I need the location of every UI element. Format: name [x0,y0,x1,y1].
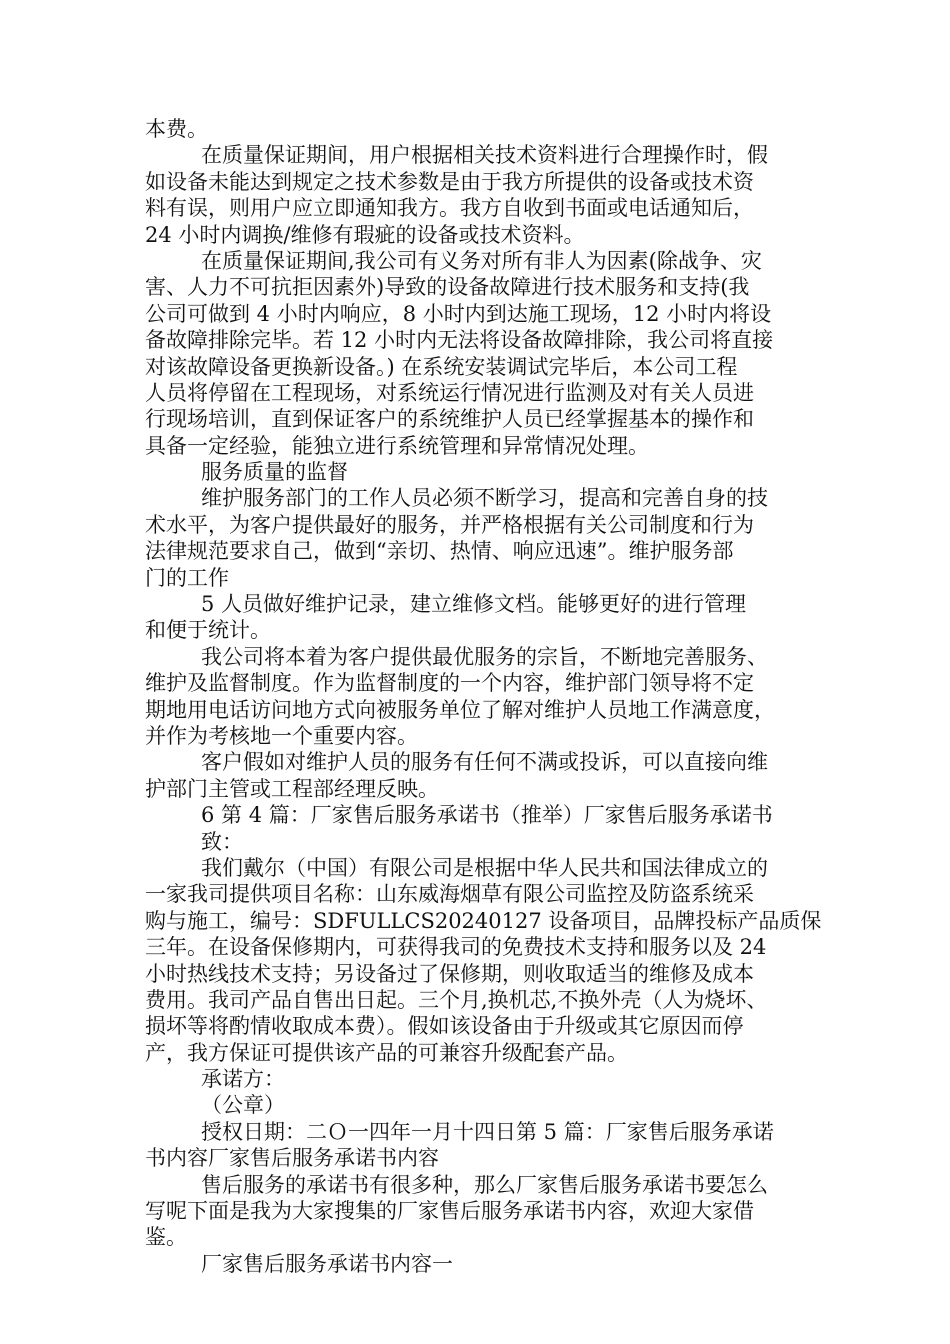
text-line: 公司可做到 4 小时内响应，8 小时内到达施工现场，12 小时内将设 [145,301,772,326]
text-line: 书内容厂家售后服务承诺书内容 [145,1146,439,1171]
seal-label: （公章） [201,1093,285,1118]
text-line: 护部门主管或工程部经理反映。 [145,776,439,801]
text-line: 写呢下面是我为大家搜集的厂家售后服务承诺书内容，欢迎大家借 [145,1199,754,1224]
text-line: 如设备未能达到规定之技术参数是由于我方所提供的设备或技术资 [145,169,754,194]
text-line: 术水平，为客户提供最好的服务，并严格根据有关公司制度和行为 [145,512,754,537]
text-line: 我们戴尔（中国）有限公司是根据中华人民共和国法律成立的 [201,855,768,880]
text-line: 费用。我司产品自售出日起。三个月,换机芯,不换外壳（人为烧坏、 [145,987,768,1012]
text-line: 具备一定经验，能独立进行系统管理和异常情况处理。 [145,433,649,458]
text-line: 法律规范要求自己，做到“亲切、热情、响应迅速”。维护服务部 [145,539,734,564]
text-line: 门的工作 [145,565,229,590]
salutation: 致： [201,829,243,854]
signatory-label: 承诺方： [201,1067,285,1092]
date-line: 授权日期：二Ｏ一四年一月十四日第 5 篇：厂家售后服务承诺 [201,1119,774,1144]
text-line: 小时热线技术支持；另设备过了保修期，则收取适当的维修及成本 [145,961,754,986]
text-line: 24 小时内调换/维修有瑕疵的设备或技术资料。 [145,222,585,247]
text-line: 三年。在设备保修期内，可获得我司的免费技术支持和服务以及 24 [145,935,767,960]
document-body [145,116,822,1277]
text-line: 鉴。 [145,1225,187,1250]
chapter-heading: 6 第 4 篇：厂家售后服务承诺书（推举）厂家售后服务承诺书 [201,803,773,828]
text-line: 害、人力不可抗拒因素外)导致的设备故障进行技术服务和支持(我 [145,275,750,300]
text-line: 维护及监督制度。作为监督制度的一个内容，维护部门领导将不定 [145,671,754,696]
text-line: 购与施工，编号：SDFULLCS20240127 设备项目，品牌投标产品质保 [145,908,822,933]
text-line: 一家我司提供项目名称：山东威海烟草有限公司监控及防盗系统采 [145,882,754,907]
text-line: 损坏等将酌情收取成本费）。假如该设备由于升级或其它原因而停 [145,1014,744,1039]
text-line: 期地用电话访问地方式向被服务单位了解对维护人员地工作满意度， [145,697,775,722]
text-line: 料有误，则用户应立即通知我方。我方自收到书面或电话通知后， [145,196,754,221]
text-line: 并作为考核地一个重要内容。 [145,723,418,748]
text-line: 在质量保证期间,我公司有义务对所有非人为因素(除战争、灾 [201,248,762,273]
text-line: 5 人员做好维护记录，建立维修文档。能够更好的进行管理 [201,592,747,617]
text-line: 行现场培训，直到保证客户的系统维护人员已经掌握基本的操作和 [145,407,754,432]
section-heading: 服务质量的监督 [201,460,348,485]
text-line: 我公司将本着为客户提供最优服务的宗旨，不断地完善服务、 [201,644,768,669]
text-line: 在质量保证期间，用户根据相关技术资料进行合理操作时，假 [201,143,768,168]
text-line: 备故障排除完毕。若 12 小时内无法将设备故障排除，我公司将直接 [145,328,774,353]
text-line: 维护服务部门的工作人员必须不断学习，提高和完善自身的技 [201,486,768,511]
text-line: 客户假如对维护人员的服务有任何不满或投诉，可以直接向维 [201,750,768,775]
text-line: 本费。 [145,117,208,141]
text-line: 对该故障设备更换新设备。) 在系统安装调试完毕后，本公司工程 [145,354,738,379]
text-line: 售后服务的承诺书有很多种，那么厂家售后服务承诺书要怎么 [201,1172,768,1197]
section-heading: 厂家售后服务承诺书内容一 [201,1251,453,1276]
text-line: 人员将停留在工程现场，对系统运行情况进行监测及对有关人员进 [145,380,754,405]
text-line: 和便于统计。 [145,618,271,643]
text-line: 产，我方保证可提供该产品的可兼容升级配套产品。 [145,1040,628,1065]
